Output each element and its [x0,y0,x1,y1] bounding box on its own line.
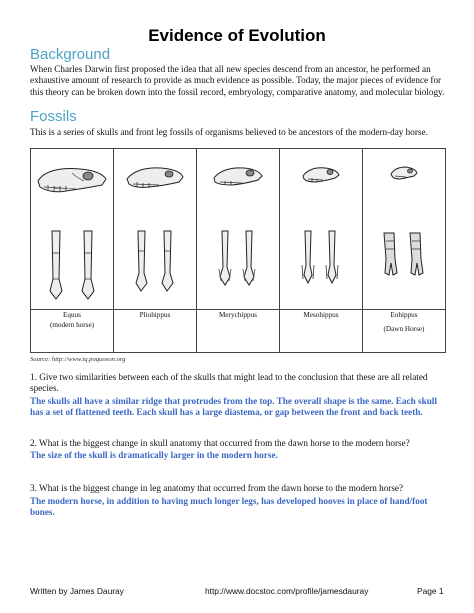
pliohippus-skull-image [125,163,185,193]
mesohippus-leg-image [299,229,343,287]
merychippus-image-cell [197,149,280,310]
equus-label-cell [31,310,114,353]
merychippus-leg-image [215,229,261,289]
question-2: 2. What is the biggest change in skull anatomy that occurred from the dawn horse to the modern horse? [30,438,410,448]
merychippus-skull-image [212,163,264,191]
mesohippus-skull-image [301,163,341,187]
question-3: 3. What is the biggest change in leg anatomy that occurred from the dawn horse to the modern horse? [30,483,404,493]
footer-author: Written by James Dauray [30,586,124,596]
page-title: Evidence of Evolution [148,26,326,45]
equus-skull-image [36,163,108,197]
merychippus-name: Merychippus [219,311,257,319]
footer-page-number: Page 1 [417,586,444,596]
eohippus-label-cell [363,310,446,353]
merychippus-label-cell [197,310,280,353]
pliohippus-name: Pliohippus [139,311,171,319]
answer-1: The skulls all have a similar ridge that protrudes from the top. The overall shape is the same. Each skull has a set of flattened teeth. Each skull has a large diastema, or gap between the front and back teeth. [30,396,437,418]
pliohippus-label-cell [114,310,197,353]
answer-2: The size of the skull is dramatically larger in the modern horse. [30,450,278,460]
mesohippus-name: Mesohippus [303,311,339,319]
eohippus-name: Eohippus [390,311,418,319]
fossils-intro: This is a series of skulls and front leg fossils of organisms believed to be ancestors of the modern-day horse. [30,127,428,137]
answer-3: The modern horse, in addition to having much longer legs, has developed hooves in place of hand/foot bones. [30,496,428,518]
eohippus-skull-image [389,163,419,183]
mesohippus-label-cell [280,310,363,353]
background-paragraph: When Charles Darwin first proposed the idea that all new species descend from an ancestor, he performed an exhaustive amount of research to provide as much evidence as possible. Today, the major pieces of evidence for this theory can be broken down into the fossil record, embryology, comparative anatomy, and molecular biology. [30,64,445,97]
equus-name: Equus [63,311,81,319]
eohippus-note: (Dawn Horse) [383,325,425,333]
equus-leg-image [42,229,102,303]
background-heading: Background [30,46,111,63]
mesohippus-image-cell [280,149,363,310]
question-1: 1. Give two similarities between each of the skulls that might lead to the conclusion that these are all related species. [30,372,428,394]
equus-image-cell [31,149,114,310]
eohippus-leg-image [380,229,428,279]
eohippus-image-cell [363,149,446,310]
fossil-table [30,148,446,353]
pliohippus-leg-image [130,229,180,295]
pliohippus-image-cell [114,149,197,310]
equus-note: (modern horse) [49,321,95,329]
fossils-heading: Fossils [30,108,77,125]
footer-url[interactable]: http://www.docstoc.com/profile/jamesdauray [205,586,369,596]
source-citation: Source: http://www.iq.poquoson.org [30,356,126,363]
